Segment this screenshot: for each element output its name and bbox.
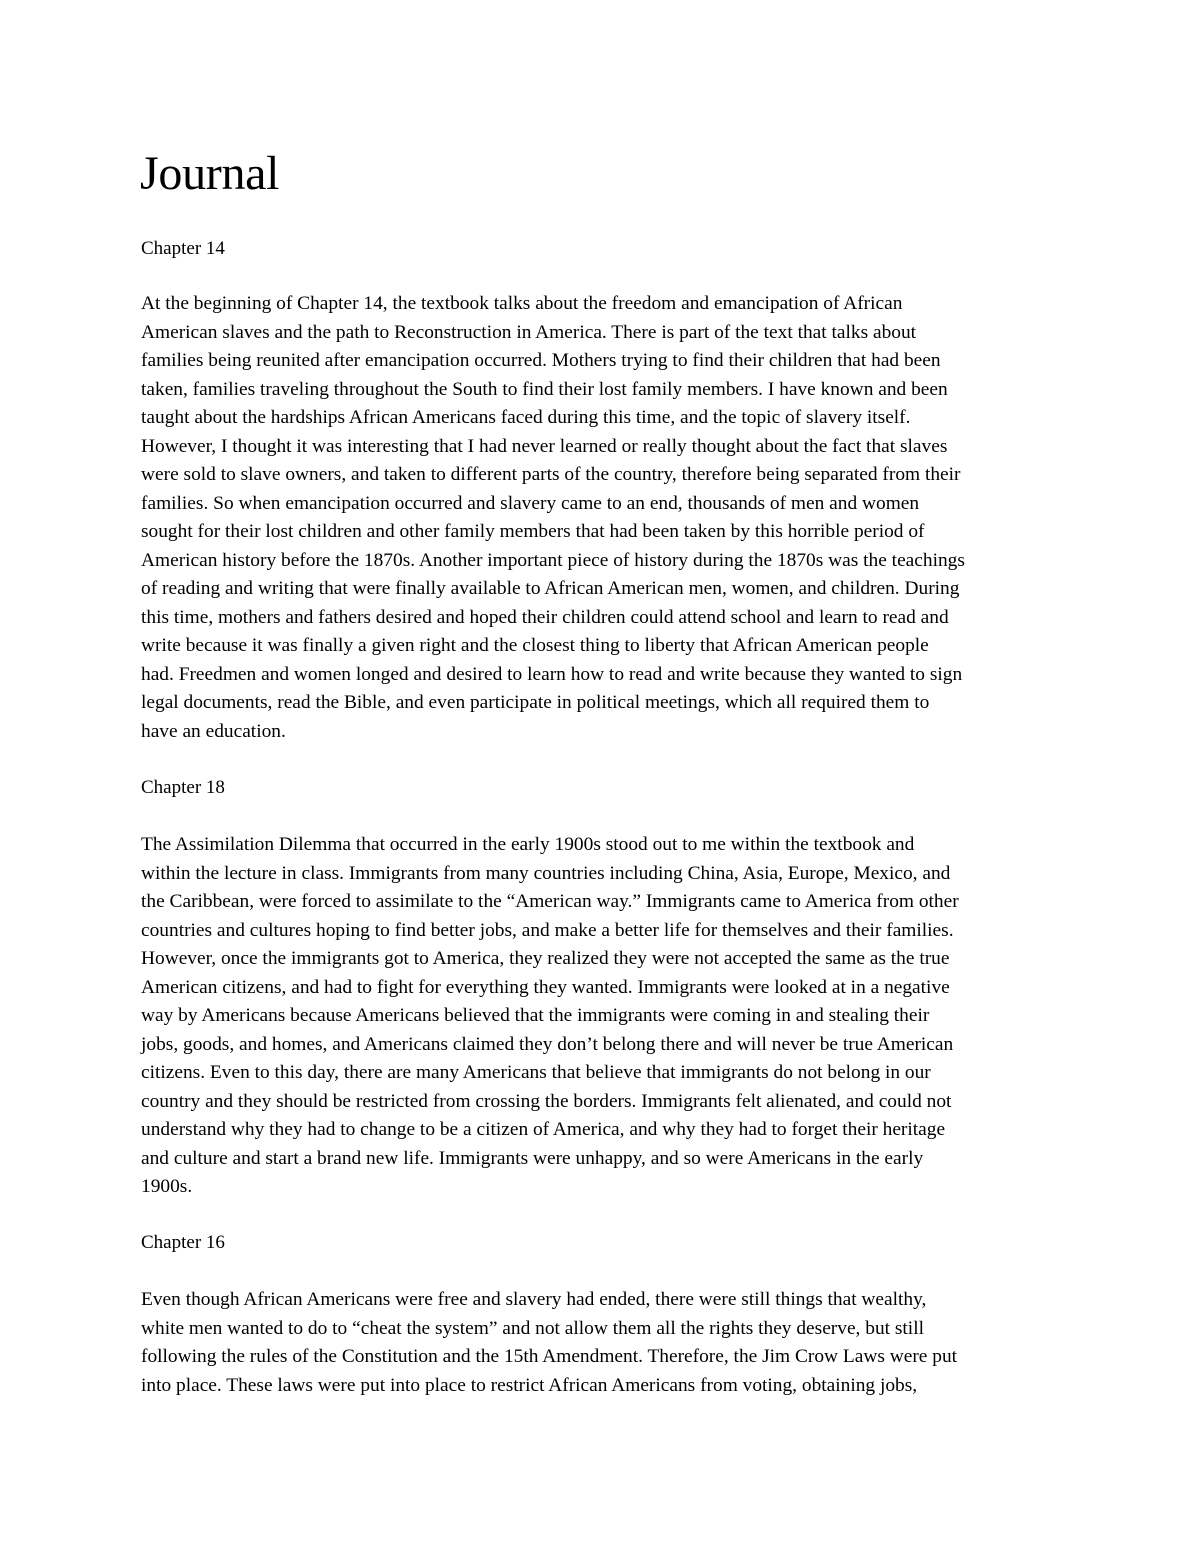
section-heading-chapter-18: Chapter 18 <box>141 777 225 798</box>
body-line: countries and cultures hoping to find better jobs, and make a better life for themselves and their families. <box>141 919 954 941</box>
body-line: taught about the hardships African Americans faced during this time, and the topic of slavery itself. <box>141 407 911 428</box>
section-heading-chapter-16: Chapter 16 <box>141 1232 225 1253</box>
body-line: of reading and writing that were finally available to African American men, women, and children. During <box>141 578 960 599</box>
section-body-chapter-14 <box>141 290 1061 746</box>
body-line: The Assimilation Dilemma that occurred in the early 1900s stood out to me within the textbook and <box>141 834 915 855</box>
body-line: taken, families traveling throughout the South to find their lost family members. I have known and been <box>141 378 948 400</box>
body-line: understand why they had to change to be a citizen of America, and why they had to forget their heritage <box>141 1119 946 1140</box>
section-body-chapter-16 <box>141 1286 1061 1400</box>
body-line: citizens. Even to this day, there are many Americans that believe that immigrants do not belong in our <box>141 1062 931 1083</box>
body-line: However, I thought it was interesting that I had never learned or really thought about the fact that slaves <box>141 435 948 457</box>
body-line: had. Freedmen and women longed and desired to learn how to read and write because they wanted to sign <box>141 663 963 685</box>
body-line: legal documents, read the Bible, and even participate in political meetings, which all required them to <box>141 692 930 713</box>
body-line: following the rules of the Constitution and the 15th Amendment. Therefore, the Jim Crow Laws were put <box>141 1346 958 1367</box>
body-line: the Caribbean, were forced to assimilate to the “American way.” Immigrants came to America from other <box>141 891 959 912</box>
body-line: families. So when emancipation occurred and slavery came to an end, thousands of men and women <box>141 492 920 514</box>
body-line: within the lecture in class. Immigrants from many countries including China, Asia, Europe, Mexico, and <box>141 862 951 884</box>
section-heading-chapter-14: Chapter 14 <box>141 238 225 259</box>
body-line: American slaves and the path to Reconstruction in America. There is part of the text that talks about <box>141 321 917 343</box>
body-line: American history before the 1870s. Another important piece of history during the 1870s was the teachings <box>141 549 965 571</box>
body-line: sought for their lost children and other family members that had been taken by this horrible period of <box>141 521 925 542</box>
body-line: American citizens, and had to fight for everything they wanted. Immigrants were looked at in a negative <box>141 976 950 998</box>
body-line: and culture and start a brand new life. Immigrants were unhappy, and so were Americans in the early <box>141 1147 924 1169</box>
body-line: families being reunited after emancipation occurred. Mothers trying to find their children that had been <box>141 350 941 371</box>
body-line: Even though African Americans were free and slavery had ended, there were still things that wealthy, <box>141 1289 927 1310</box>
body-line: write because it was finally a given right and the closest thing to liberty that African American people <box>141 635 929 656</box>
body-line: have an education. <box>141 720 286 742</box>
body-line: into place. These laws were put into place to restrict African Americans from voting, obtaining jobs, <box>141 1374 918 1396</box>
body-line: country and they should be restricted from crossing the borders. Immigrants felt alienated, and could not <box>141 1090 952 1112</box>
document-title: Journal <box>140 147 280 200</box>
body-line: At the beginning of Chapter 14, the textbook talks about the freedom and emancipation of African <box>141 293 903 314</box>
body-line: 1900s. <box>141 1176 193 1197</box>
body-line: jobs, goods, and homes, and Americans claimed they don’t belong there and will never be true American <box>141 1033 954 1055</box>
body-line: this time, mothers and fathers desired and hoped their children could attend school and learn to read and <box>141 606 949 628</box>
body-line: way by Americans because Americans believed that the immigrants were coming in and stealing their <box>141 1005 930 1026</box>
body-line: white men wanted to do to “cheat the system” and not allow them all the rights they deserve, but still <box>141 1317 924 1339</box>
body-line: were sold to slave owners, and taken to different parts of the country, therefore being separated from their <box>141 464 961 485</box>
section-body-chapter-18 <box>141 831 1061 1202</box>
body-line: However, once the immigrants got to America, they realized they were not accepted the same as the true <box>141 948 950 969</box>
